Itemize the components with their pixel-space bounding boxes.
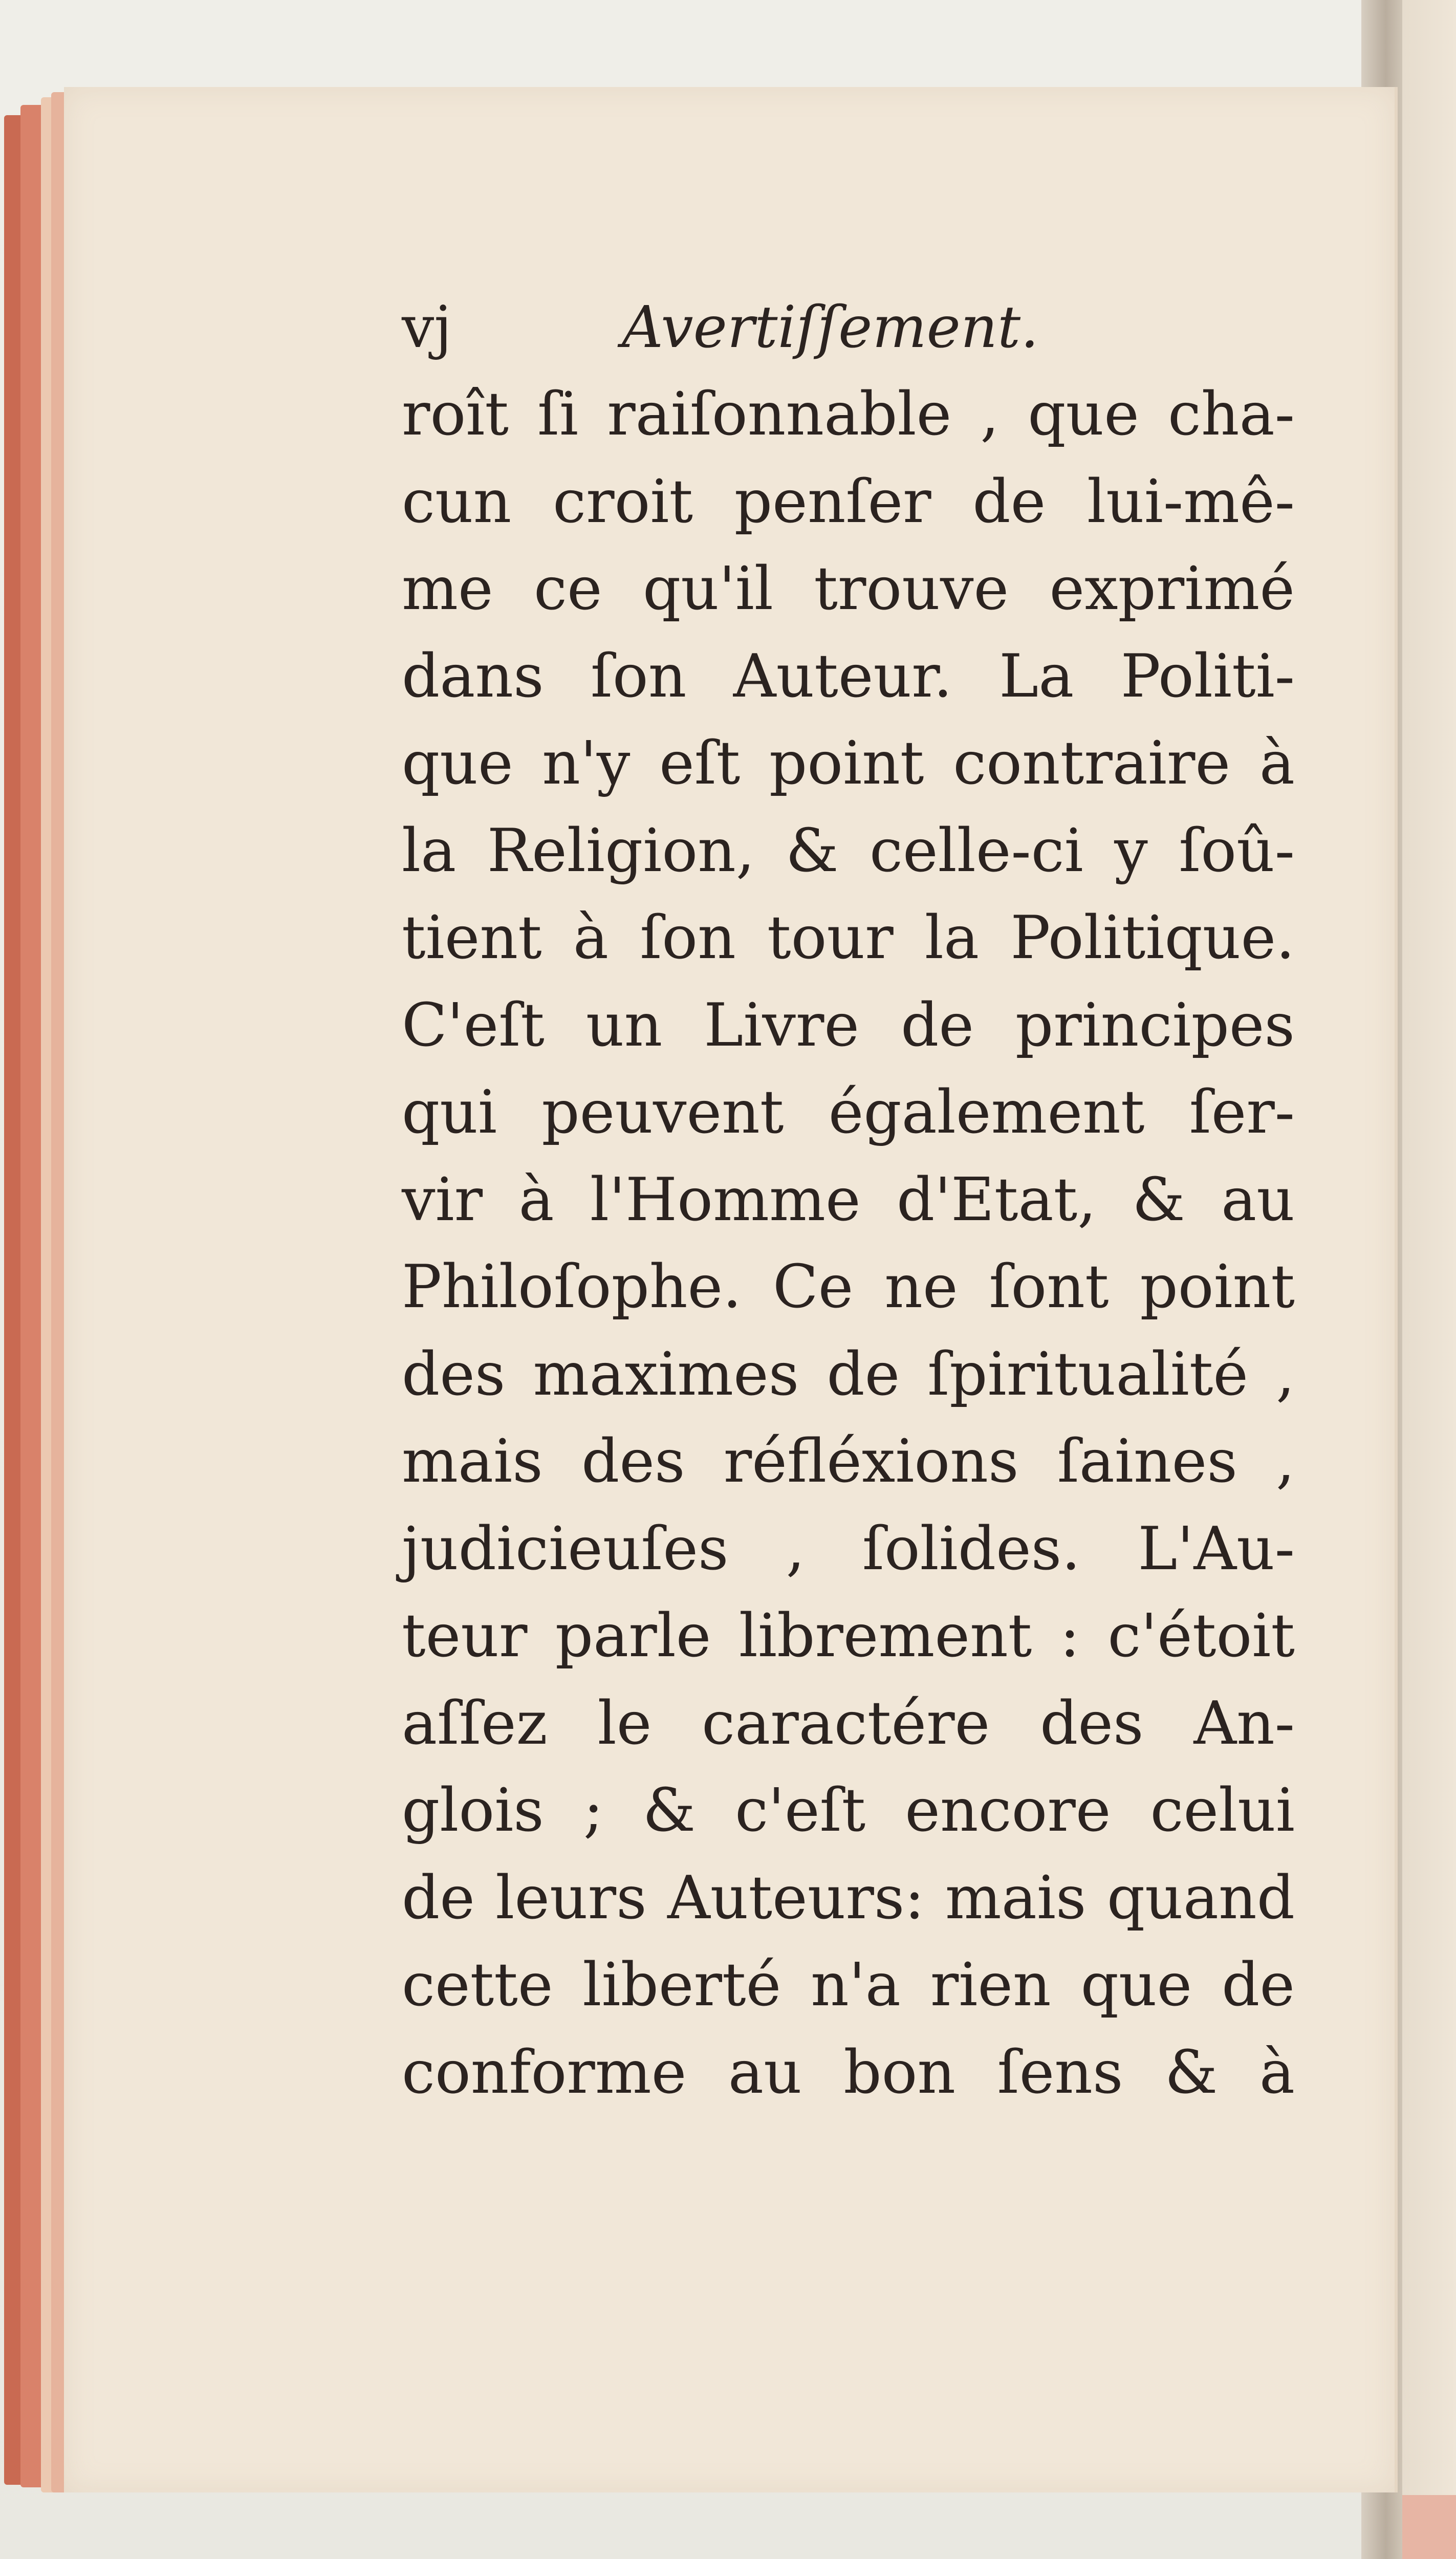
page-number: vj [402,294,452,361]
text-line: judicieuſes , ſolides. L'Au- [402,1514,1295,1584]
text-line: des maximes de ſpiritualité , [402,1339,1295,1409]
text-line: Philoſophe. Ce ne ſont point [402,1252,1295,1321]
text-line: cette liberté n'a rien que de [402,1950,1295,2020]
text-line: aſſez le caractére des An- [402,1688,1295,1758]
text-line: roît ſi raiſonnable , que cha- [402,380,1295,449]
facing-page-edge-stain [1402,2495,1456,2559]
text-line: vir à l'Homme d'Etat, & au [402,1165,1295,1234]
text-line: glois ; & c'eſt encore celui [402,1776,1295,1845]
text-line: de leurs Auteurs: mais quand [402,1863,1295,1933]
text-line: qui peuvent également ſer- [402,1078,1295,1147]
facing-page-edge [1402,0,1456,2559]
text-line: cun croit penſer de lui-mê- [402,467,1295,536]
text-line: me ce qu'il trouve exprimé [402,554,1295,623]
text-line: teur parle librement : c'étoit [402,1601,1295,1671]
running-head: Avertiſſement. [622,294,1039,361]
page-header [402,284,1295,371]
page-text [402,284,1295,2116]
text-line: conforme au bon ſens & à [402,2037,1295,2107]
text-line: que n'y eſt point contraire à [402,729,1295,798]
text-line: C'eſt un Livre de principes [402,990,1295,1060]
text-line: la Religion, & celle-ci y ſoû- [402,816,1295,885]
text-line: dans ſon Auteur. La Politi- [402,641,1295,711]
text-line: mais des réfléxions ſaines , [402,1427,1295,1496]
text-line: tient à ſon tour la Politique. [402,903,1295,972]
